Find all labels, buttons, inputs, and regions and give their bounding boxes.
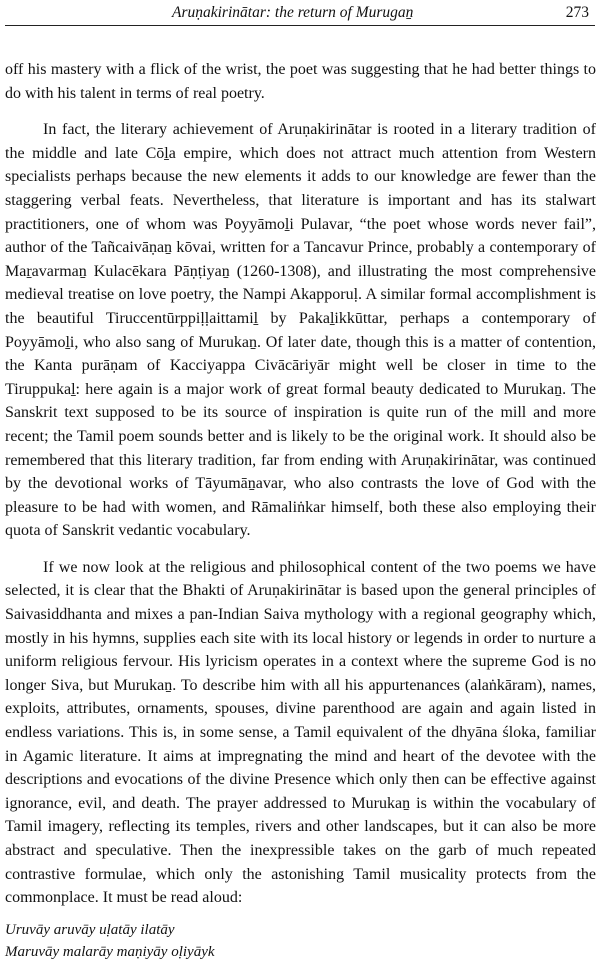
- running-title: Aruṇakirinātar: the return of Murugaṉ: [172, 4, 414, 21]
- page-header: [0, 0, 600, 40]
- verse-line: Maruvāy malarāy maṇiyāy oḷiyāyk: [5, 943, 215, 960]
- header-rule: [5, 25, 595, 26]
- paragraph: If we now look at the religious and philosophical content of the two poems we have selected, it is clear that the Bhakti of Aruṇakirinātar is based upon the general principles of Saivasiddhanta and mixes a pan-Indian Saiva mythology with a regional geography which, mostly in his hymns, supplies each site with its local history or legends in order to nurture a uniform religious fervour. His lyricism operates in a context where the supreme God is no longer Siva, but Murukaṉ. To describe him with all his appurtenances (alaṅkāram), names, exploits, attributes, ornaments, spouses, divine parenthood are again and again listed in endless variations. This is, in some sense, a Tamil equivalent of the dhyāna śloka, familiar in Agamic literature. It aims at impregnating the mind and heart of the devotee with the descriptions and evocations of the divine Presence which only then can be effective against ignorance, evil, and death. The prayer addressed to Murukaṉ is within the vocabulary of Tamil imagery, reflecting its temples, rivers and other landscapes, but it can also be more abstract and speculative. Then the inexpressible takes on the garb of much repeated contrastive formulae, which only the astonishing Tamil musicality protects from the commonplace. It must be read aloud:: [5, 558, 596, 907]
- verse-line: Uruvāy aruvāy uḷatāy ilatāy: [5, 921, 175, 938]
- verse-quotation: [5, 919, 596, 963]
- paragraph: In fact, the literary achievement of Aruṇakirinātar is rooted in a literary tradition of the middle and late Cōḻa empire, which does not attract much attention from Western specialists perhaps because the new elements it adds to our knowledge are fewer than the staggering verbal feats. Nevertheless, that literature is important and has its stalwart practitioners, one of whom was Poyyāmoḻi Pulavar, “the poet whose words never fail”, author of the Tañcaivāṇaṉ kōvai, written for a Tancavur Prince, probably a contemporary of Maṟavarmaṉ Kulacēkara Pāṇṭiyaṉ (1260-1308), and illustrating the most comprehensive medieval treatise on love poetry, the Nampi Akapporuḷ. A similar formal accomplishment is the beautiful Tiruccentūrppiḷḷaittamiḻ by Pakaḻikkūttar, perhaps a contemporary of Poyyāmoḻi, who also sang of Murukaṉ. Of later date, though this is a matter of contention, the Kanta purāṇam of Kacciyappa Civācāriyār might well be closer in time to the Tiruppukaḻ: here again is a major work of great formal beauty dedicated to Murukaṉ. The Sanskrit text supposed to be its source of inspiration is quite run of the mill and more recent; the Tamil poem sounds better and is likely to be the original work. It should also be remembered that this literary tradition, far from ending with Aruṇakirinātar, was continued by the devotional works of Tāyumāṉavar, who also contrasts the love of God with the pleasure to be had with women, and Rāmaliṅkar himself, both these also employing their quota of Sanskrit vedantic vocabulary.: [5, 121, 596, 540]
- page-number: 273: [565, 4, 589, 21]
- body-text: [5, 58, 596, 963]
- paragraph: off his mastery with a flick of the wrist, the poet was suggesting that he had better things to do with his talent in terms of real poetry.: [5, 61, 596, 102]
